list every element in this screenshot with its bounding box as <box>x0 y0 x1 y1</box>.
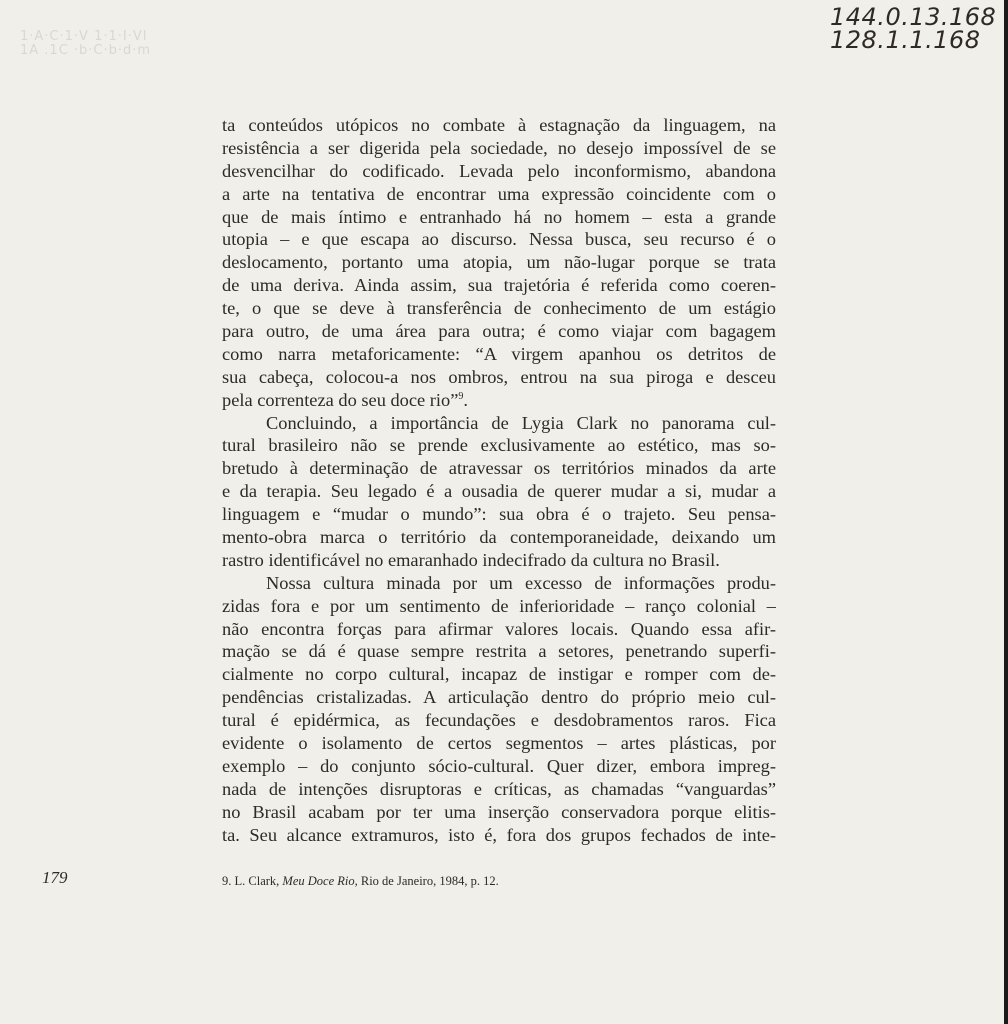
text-line-with-footnote <box>222 389 776 412</box>
text-line: tural é epidérmica, as fecundações e desdobramentos raros. Fica <box>222 710 776 731</box>
text-line: mento-obra marca o território da contemporaneidade, deixando um <box>222 527 776 548</box>
text-line: utopia – e que escapa ao discurso. Nessa busca, seu recurso é o <box>222 229 776 250</box>
text-line: zidas fora e por um sentimento de inferioridade – ranço colonial – <box>222 595 776 616</box>
text-line: de uma deriva. Ainda assim, sua trajetória é referida como coeren- <box>222 275 776 296</box>
catalog-number-1: 144.0.13.168 <box>830 3 997 31</box>
bleed-through-text <box>20 30 200 60</box>
text-line: linguagem e “mudar o mundo”: sua obra é o trajeto. Seu pensa- <box>222 504 776 525</box>
text-line: no Brasil acabam por ter uma inserção conservadora porque elitis- <box>222 801 776 822</box>
text-line: deslocamento, portanto uma atopia, um não-lugar porque se trata <box>222 252 776 273</box>
text-line: como narra metaforicamente: “A virgem apanhou os detritos de <box>222 343 776 364</box>
catalog-number-2: 128.1.1.168 <box>830 26 981 54</box>
text-line: ta. Seu alcance extramuros, isto é, fora dos grupos fechados de inte- <box>222 824 776 845</box>
text-line: sua cabeça, colocou-a nos ombros, entrou na sua piroga e desceu <box>222 366 776 387</box>
text-line: te, o que se deve à transferência de conhecimento de um estágio <box>222 298 776 319</box>
text-line: não encontra forças para afirmar valores locais. Quando essa afir- <box>222 618 776 639</box>
text-line: rastro identificável no emaranhado indecifrado da cultura no Brasil. <box>222 549 720 570</box>
text-line: tural brasileiro não se prende exclusivamente ao estético, mas so- <box>222 435 776 456</box>
text-line: cialmente no corpo cultural, incapaz de instigar e romper com de- <box>222 664 776 685</box>
body-text <box>222 114 776 847</box>
page-number: 179 <box>42 868 68 887</box>
paragraph-start-line: Nossa cultura minada por um excesso de informações produ- <box>266 572 776 593</box>
sentence-period: . <box>463 389 469 410</box>
text-line: ta conteúdos utópicos no combate à estagnação da linguagem, na <box>222 115 776 135</box>
text-line: pendências cristalizadas. A articulação dentro do próprio meio cul- <box>222 687 776 708</box>
paragraph-start-line: Concluindo, a importância de Lygia Clark no panorama cul- <box>266 412 776 433</box>
text-line: resistência a ser digerida pela sociedade, no desejo impossível de se <box>222 137 776 158</box>
bleed-line-1: 1·A·C·1·V 1·1·I·VI <box>20 29 148 44</box>
text-line-content: pela correnteza do seu doce rio” <box>222 389 459 410</box>
text-line: desvencilhar do codificado. Levada pelo inconformismo, abandona <box>222 160 776 181</box>
footnote-author: L. Clark, <box>234 874 280 888</box>
handwritten-catalog-number <box>830 3 997 54</box>
text-line: evidente o isolamento de certos segmentos – artes plásticas, por <box>222 733 776 754</box>
text-line: para outro, de uma área para outra; é como viajar com bagagem <box>222 321 776 342</box>
text-line: e da terapia. Seu legado é a ousadia de querer mudar a si, mudar a <box>222 481 776 502</box>
footnote <box>222 874 499 889</box>
footnote-title: Meu Doce Rio <box>282 874 355 888</box>
text-line: bretudo à determinação de atravessar os territórios minados da arte <box>222 458 776 479</box>
bleed-line-2: 1A .1C ·b·C·b·d·m <box>20 43 152 58</box>
text-line: a arte na tentativa de encontrar uma expressão coincidente com o <box>222 183 776 204</box>
text-line: mação se dá é quase sempre restrita a setores, penetrando superfi- <box>222 641 776 662</box>
page-edge <box>1004 0 1008 1024</box>
footnote-marker: 9. <box>222 874 232 888</box>
footnote-rest: , Rio de Janeiro, 1984, p. 12. <box>354 874 499 888</box>
text-line: exemplo – do conjunto sócio-cultural. Quer dizer, embora impreg- <box>222 755 776 776</box>
text-line: nada de intenções disruptoras e críticas, as chamadas “vanguardas” <box>222 778 776 799</box>
footnote-reference: 9 <box>458 390 464 402</box>
text-line: que de mais íntimo e entranhado há no homem – esta a grande <box>222 206 776 227</box>
